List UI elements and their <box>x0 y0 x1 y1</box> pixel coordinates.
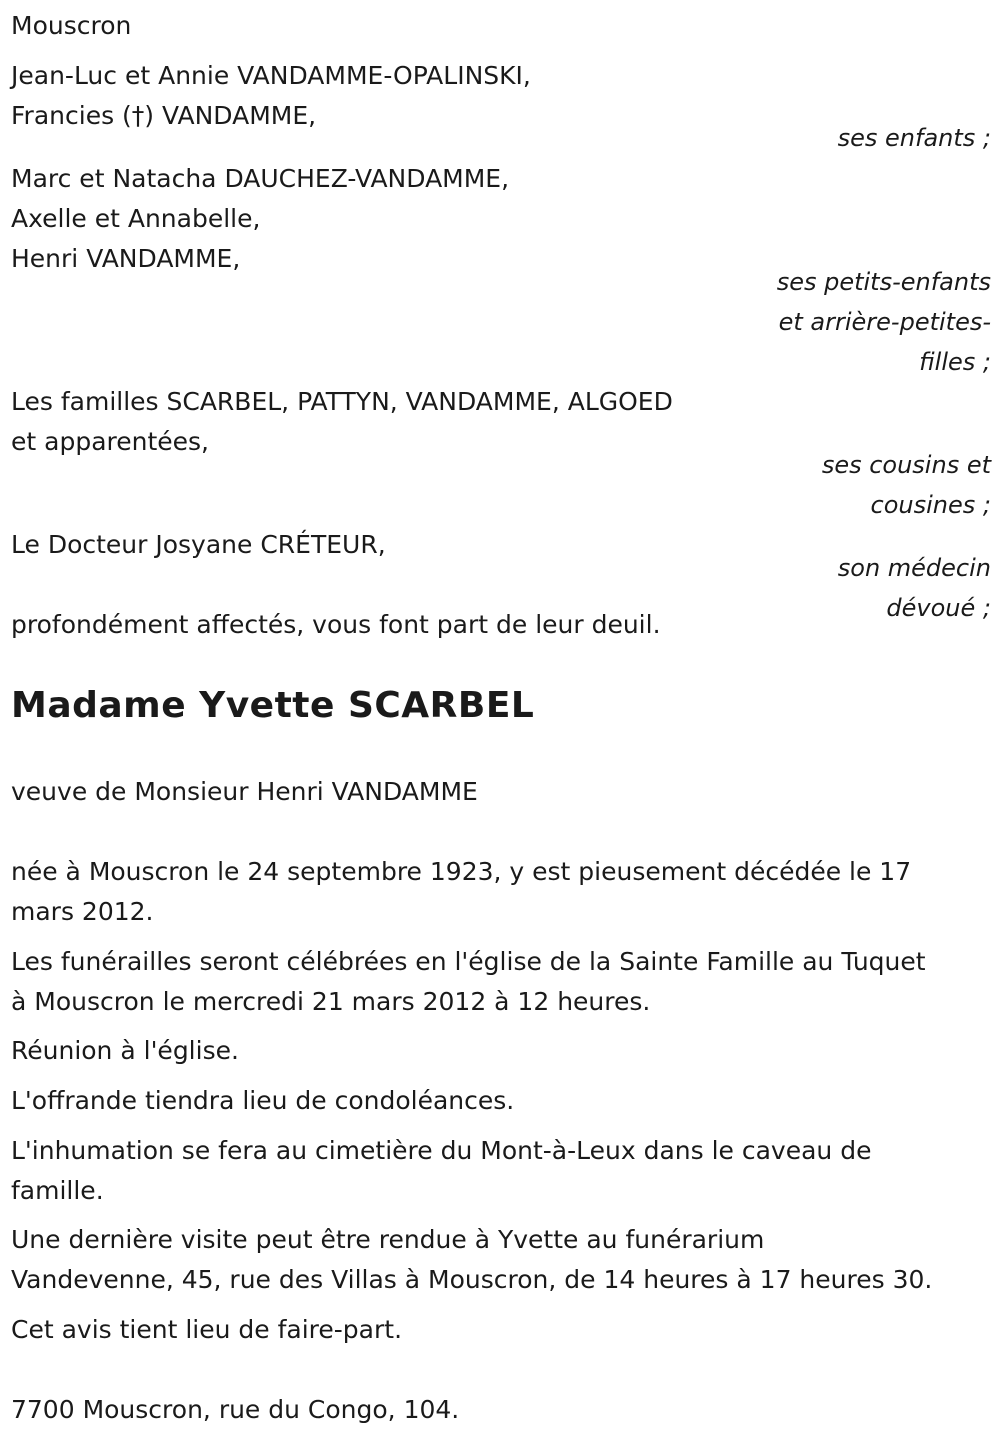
children-role: ses enfants ; <box>837 124 991 152</box>
address-line: 7700 Mouscron, rue du Congo, 104. <box>11 1395 460 1424</box>
burial-line-2: famille. <box>11 1176 104 1205</box>
grandchildren-role-line-2: et arrière-petites- <box>778 308 991 336</box>
cousins-role-line-2: cousines ; <box>870 491 991 519</box>
visit-line-1: Une dernière visite peut être rendue à Yvette au funérarium <box>11 1225 765 1254</box>
offering-line: L'offrande tiendra lieu de condoléances. <box>11 1086 515 1115</box>
grandchildren-line-1: Marc et Natacha DAUCHEZ-VANDAMME, <box>11 164 510 193</box>
reunion-line: Réunion à l'église. <box>11 1036 239 1065</box>
widow-of-line: veuve de Monsieur Henri VANDAMME <box>11 777 478 806</box>
grandchildren-line-3: Henri VANDAMME, <box>11 244 241 273</box>
cousins-line-1: Les familles SCARBEL, PATTYN, VANDAMME, ALGOED <box>11 387 673 416</box>
closing-line: profondément affectés, vous font part de leur deuil. <box>11 610 661 639</box>
doctor-line: Le Docteur Josyane CRÉTEUR, <box>11 530 386 559</box>
children-line-2: Francies (†) VANDAMME, <box>11 101 317 130</box>
grandchildren-role-line-3: filles ; <box>919 348 991 376</box>
grandchildren-line-2: Axelle et Annabelle, <box>11 204 261 233</box>
funeral-line-2: à Mouscron le mercredi 21 mars 2012 à 12 heures. <box>11 987 651 1016</box>
cousins-line-2: et apparentées, <box>11 427 209 456</box>
grandchildren-role-line-1: ses petits-enfants <box>776 268 991 296</box>
funeral-line-1: Les funérailles seront célébrées en l'église de la Sainte Famille au Tuquet <box>11 947 926 976</box>
city-heading: Mouscron <box>11 11 132 40</box>
visit-line-2: Vandevenne, 45, rue des Villas à Mouscron, de 14 heures à 17 heures 30. <box>11 1265 933 1294</box>
birth-death-line-2: mars 2012. <box>11 897 154 926</box>
doctor-role-line-1: son médecin <box>837 554 991 582</box>
doctor-role-line-2: dévoué ; <box>886 594 991 622</box>
cousins-role-line-1: ses cousins et <box>821 451 991 479</box>
notice-line: Cet avis tient lieu de faire-part. <box>11 1315 403 1344</box>
birth-death-line-1: née à Mouscron le 24 septembre 1923, y est pieusement décédée le 17 <box>11 857 912 886</box>
deceased-name: Madame Yvette SCARBEL <box>11 685 535 726</box>
children-line-1: Jean-Luc et Annie VANDAMME-OPALINSKI, <box>11 61 531 90</box>
burial-line-1: L'inhumation se fera au cimetière du Mont-à-Leux dans le caveau de <box>11 1136 872 1165</box>
